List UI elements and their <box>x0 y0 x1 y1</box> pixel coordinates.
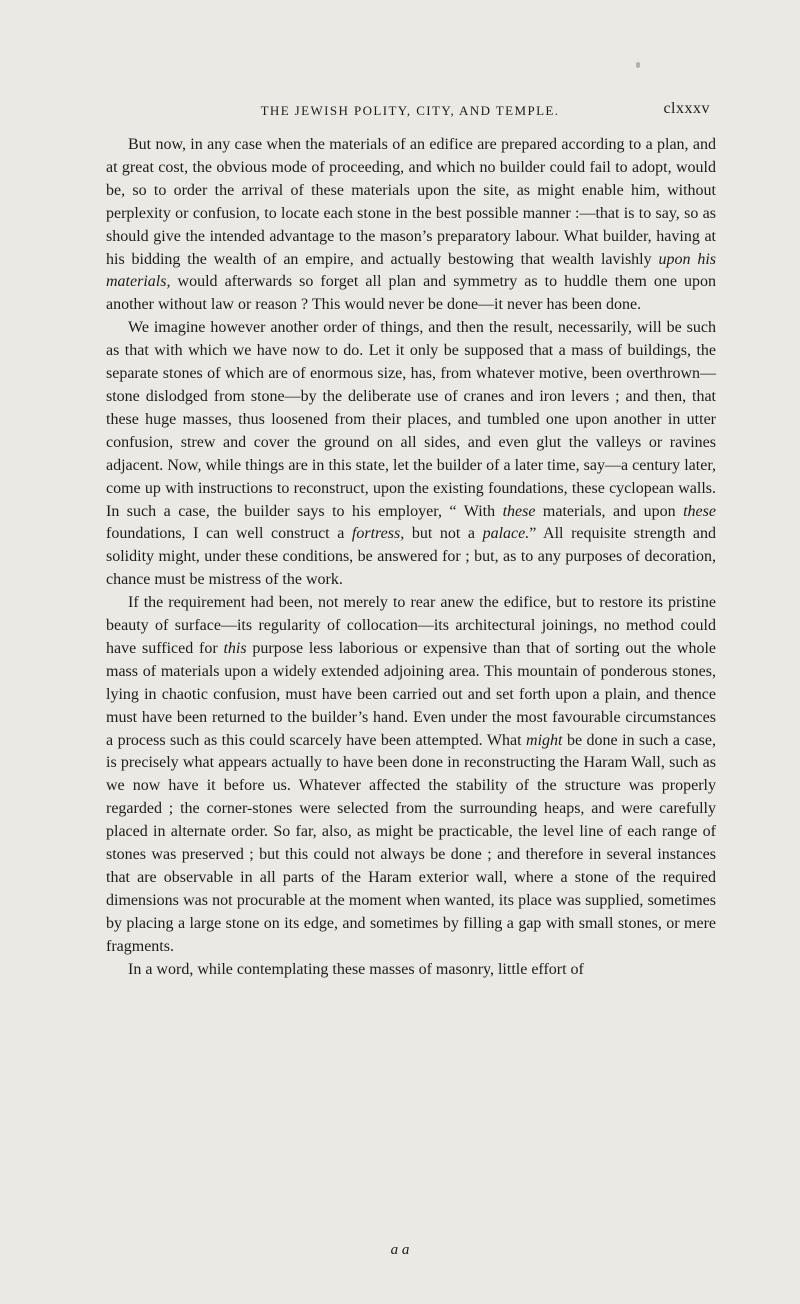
emphasis: this <box>223 639 247 657</box>
emphasis: these <box>502 502 536 520</box>
signature-mark: a a <box>390 1242 410 1258</box>
paragraph-2: We imagine however another order of things, and then the result, necessarily, will be such as that with which we have now to do. Let it only be supposed that a mass of buildings, the separate stones of which are of enormous size, has, from whatever motive, been overthrown—stone dislodged from stone—by the deliberate use of cranes and iron levers ; and then, that these huge masses, thus loosened from their places, and tumbled one upon another in utter confusion, strew and cover the ground on all sides, and even glut the valleys or ravines adjacent. Now, while things are in this state, let the builder of a later time, say—a century later, come up with instructions to reconstruct, upon the existing foundations, these cyclopean walls. In such a case, the builder says to his employer, “ With these materials, and upon these foundations, I can well construct a fortress, but not a palace.” All requisite strength and solidity might, under these conditions, be answered for ; but, as to any purposes of decoration, chance must be mistress of the work. <box>106 319 717 589</box>
paragraph-3: If the requirement had been, not merely to rear anew the edifice, but to restore its pristine beauty of surface—its regularity of collocation—its architectural joinings, no method could have sufficed for this purpose less laborious or expensive than that of sorting out the whole mass of materials upon a widely extended adjoining area. This mountain of ponderous stones, lying in chaotic confusion, must have been carried out and set forth upon a plain, and thence must have been returned to the builder’s hand. Even under the most favourable circumstances a process such as this could scarcely have been attempted. What might be done in such a case, is precisely what appears actually to have been done in reconstructing the Haram Wall, such as we now have it before us. Whatever affected the stability of the structure was properly regarded ; the corner-stones were selected from the surrounding heaps, and were carefully placed in alternate order. So far, also, as might be practicable, the level line of each range of stones was preserved ; but this could not always be done ; and therefore in several instances that are observable in all parts of the Haram exterior wall, where a stone of the required dimensions was not procurable at the moment when wanted, its place was supplied, sometimes by placing a large stone on its edge, and sometimes by filling a gap with small stones, or mere fragments. <box>106 594 716 955</box>
body-text <box>106 134 716 982</box>
paper-blemish <box>636 62 640 68</box>
emphasis: upon his materials, <box>106 250 717 291</box>
running-title: THE JEWISH POLITY, CITY, AND TEMPLE. <box>260 103 560 118</box>
emphasis: these <box>683 502 716 520</box>
paragraph-4: In a word, while contemplating these masses of masonry, little effort of <box>128 960 584 978</box>
emphasis: palace. <box>482 525 530 543</box>
emphasis: might <box>526 731 563 749</box>
page-number: clxxxv <box>663 100 710 117</box>
paragraph-1: But now, in any case when the materials of an edifice are prepared according to a plan, and at great cost, the obvious mode of proceeding, and which no builder could fail to adopt, would be, so to order the arrival of these materials upon the site, as might enable him, without perplexity or confusion, to locate each stone in the best possible manner :—that is to say, so as should give the intended advantage to the mason’s preparatory labour. What builder, having at his bidding the wealth of an empire, and actually bestowing that wealth lavishly upon his materials, would afterwards so forget all plan and symmetry as to huddle them one upon another without law or reason ? This would never be done—it never has been done. <box>106 136 717 314</box>
emphasis: fortress, <box>351 525 405 543</box>
